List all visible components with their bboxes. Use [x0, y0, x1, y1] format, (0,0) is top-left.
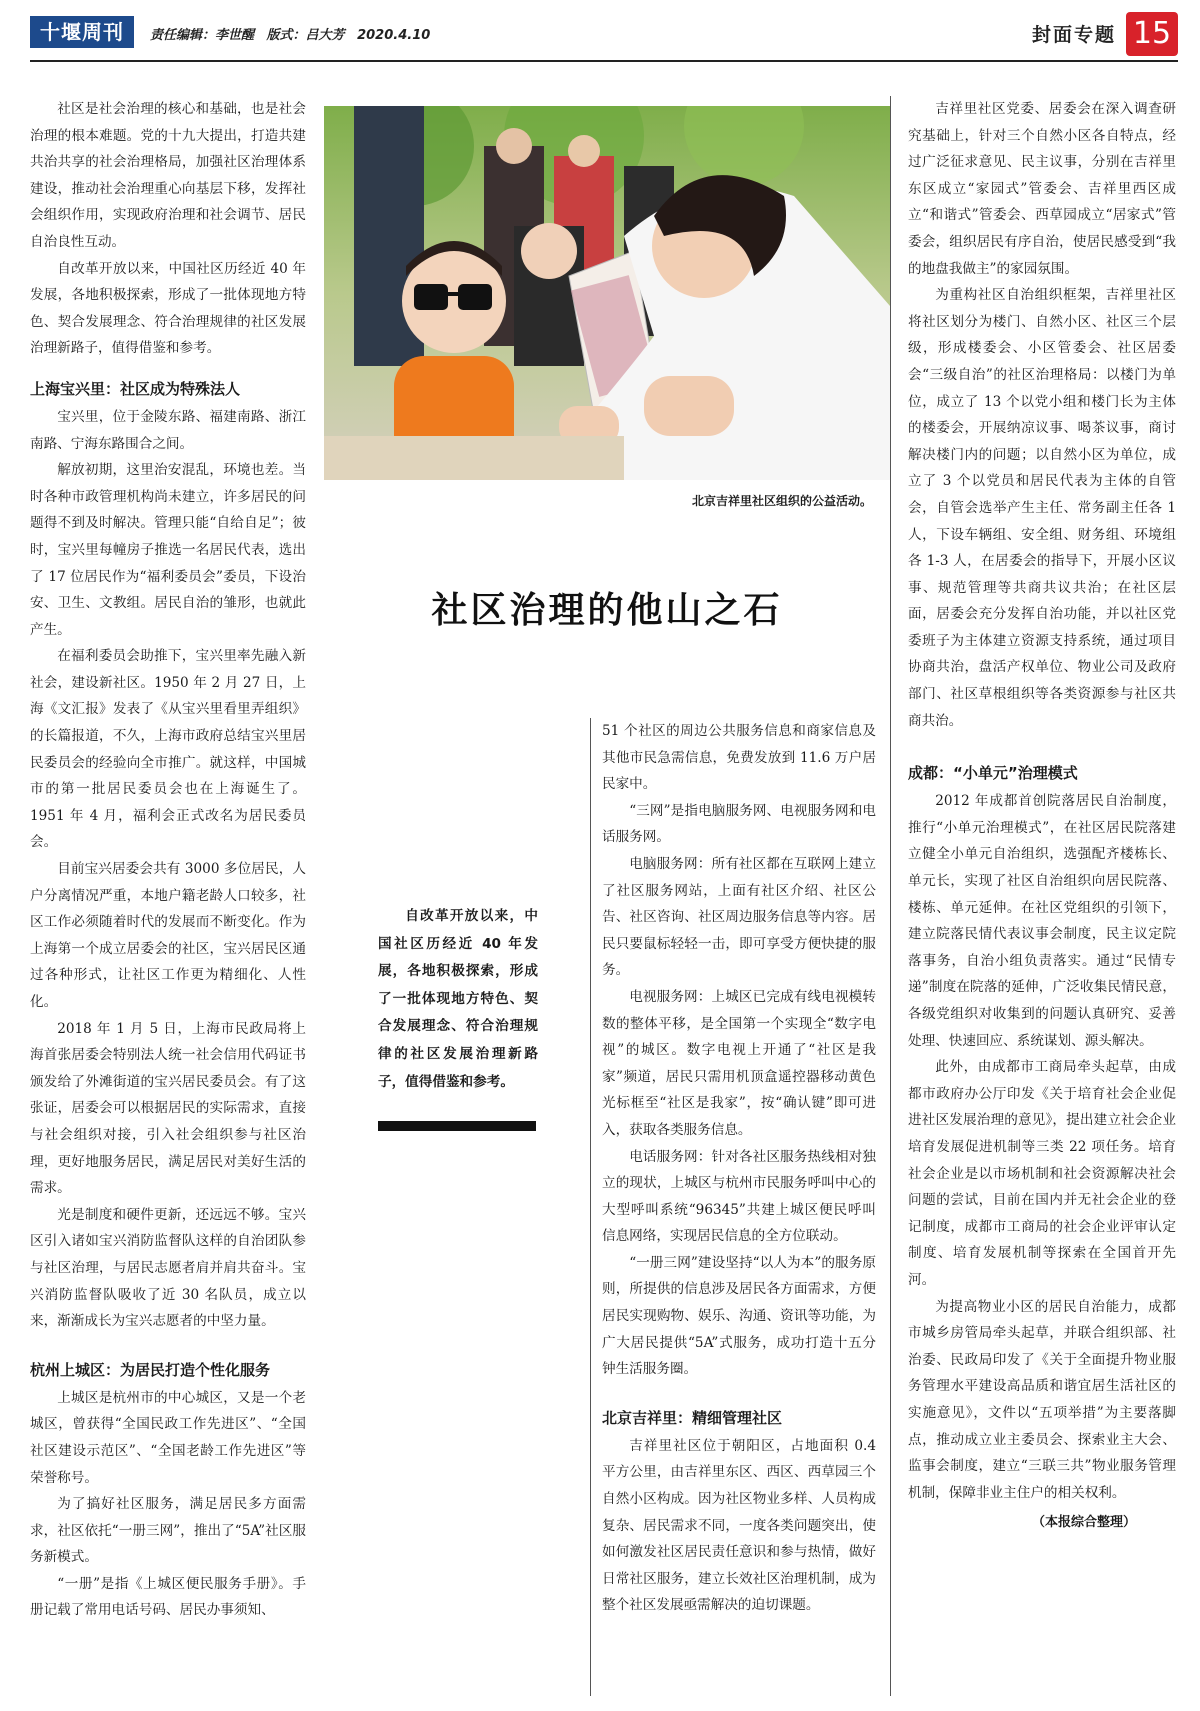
news-photo: [324, 106, 890, 480]
issue-date: 2020.4.10: [357, 28, 431, 43]
body-paragraph: 2018 年 1 月 5 日，上海市民政局将上海首张居委会特别法人统一社会信用代码证书颁发给了外滩街道的宝兴居民委员会。有了这张证，居委会可以根据居民的实际需求，直接与社会组织对接，引入社会组织参与社区治理，更好地服务居民，满足居民对美好生活的需求。: [30, 1020, 306, 1197]
body-paragraph: 此外，由成都市工商局牵头起草，由成都市政府办公厅印发《关于培育社会企业促进社区发展治理的意见》，提出建立社会企业培育发展促进机制等三类 22 项任务。培育社会企业是以市场机制和社会资源解决社会问题的尝试，目前在国内并无社会企业的登记制度，成都市工商局的社会企业评审认定制度、培育发展机制等探索在全国首开先河。: [908, 1059, 1176, 1288]
pull-quote-text: 自改革开放以来，中国社区历经近 40 年发展，各地积极探索，形成了一批体现地方特色、契合发展理念、符合治理规律的社区发展治理新路子，值得借鉴和参考。: [378, 908, 538, 1090]
body-paragraph: 电视服务网：上城区已完成有线电视模转数的整体平移，是全国第一个实现全“数字电视”的城区。数字电视上开通了“社区是我家”频道，居民只需用机顶盒遥控器移动黄色光标框至“社区是我家”，按“确认键”即可进入，获取各类服务信息。: [602, 988, 876, 1138]
body-paragraph: 电话服务网：针对各社区服务热线相对独立的现状，上城区与杭州市民服务呼叫中心的大型呼叫系统“96345”共建上城区便民呼叫信息网络，实现居民信息的全方位联动。: [602, 1148, 876, 1245]
body-paragraph: “三网”是指电脑服务网、电视服务网和电话服务网。: [602, 802, 876, 846]
editor-name: 责任编辑：李世醒: [150, 28, 255, 43]
intro-paragraph: 自改革开放以来，中国社区历经近 40 年发展，各地积极探索，形成了一批体现地方特色、契合发展理念、符合治理规律的社区发展治理新路子，值得借鉴和参考。: [30, 260, 306, 357]
body-paragraph: 光是制度和硬件更新，还远远不够。宝兴区引入诸如宝兴消防监督队这样的自治团队参与社区治理，与居民志愿者肩并肩共奋斗。宝兴消防监督队吸收了近 30 名队员，成立以来，渐渐成长为宝兴志愿者的中坚力量。: [30, 1206, 306, 1330]
body-paragraph: 吉祥里社区位于朝阳区，占地面积 0.4 平方公里，由吉祥里东区、西区、西草园三个自然小区构成。因为社区物业多样、人员构成复杂、居民需求不同，一度各类问题突出，使如何激发社区居民责任意识和参与热情，做好日常社区服务，建立长效社区治理机制，成为整个社区发展亟需解决的迫切课题。: [602, 1437, 876, 1614]
section-title: 封面专题: [1031, 24, 1116, 46]
body-paragraph: 解放初期，这里治安混乱，环境也差。当时各种市政管理机构尚未建立，许多居民的问题得不到及时解决。管理只能“自给自足”；彼时，宝兴里每幢房子推选一名居民代表，选出了 17 位居民作为“福利委员会”委员，下设治安、卫生、文教组。居民自治的雏形，也就此产生。: [30, 462, 306, 638]
section-heading-hangzhou: 杭州上城区：为居民打造个性化服务: [30, 1360, 271, 1379]
right-column: [908, 96, 1176, 1537]
column-divider: [890, 96, 891, 1696]
masthead-logo: 十堰周刊: [30, 16, 134, 48]
body-paragraph: 吉祥里社区党委、居委会在深入调查研究基础上，针对三个自然小区各自特点，经过广泛征求意见、民主议事，分别在吉祥里东区成立“家园式”管委会、吉祥里西区成立“和谐式”管委会、西草园成立“居家式”管委会，组织居民有序自治，使居民感受到“我的地盘我做主”的家园氛围。: [908, 101, 1176, 277]
body-paragraph: 为重构社区自治组织框架，吉祥里社区将社区划分为楼门、自然小区、社区三个层级，形成楼委会、小区管委会、社区居委会“三级自治”的社区治理格局：以楼门为单位，成立了 13 个以党小组和楼门长为主体的楼委会，开展纳凉议事、喝茶议事，商讨解决楼门内的问题；以自然小区为单位，成立了 3 个以党员和居民代表为主体的自管会，自管会选举产生主任、常务副主任各 1 人，下设车辆组、安全组、财务组、环境组各 1-3 人，在居委会的指导下，开展小区议事、规范管理等共商共议共治；在社区层面，居委会充分发挥自治功能，并以社区党委班子为主体建立资源支持系统，通过项目协商共治，盘活产权单位、物业公司及政府部门、社区草根组织等各类资源参与社区共商共治。: [908, 287, 1176, 729]
photo-caption: 北京吉祥里社区组织的公益活动。: [691, 494, 872, 508]
body-paragraph: 目前宝兴居委会共有 3000 多位居民，人户分离情况严重，本地户籍老龄人口较多，社区工作必须随着时代的发展而不断变化。作为上海第一个成立居委会的社区，宝兴居民区通过各种形式，让社区工作更为精细化、人性化。: [30, 861, 306, 1010]
body-paragraph: 上城区是杭州市的中心城区，又是一个老城区，曾获得“全国民政工作先进区”、“全国社区建设示范区”、“全国老龄工作先进区”等荣誉称号。: [30, 1389, 306, 1486]
photo-illustration: [324, 106, 890, 480]
body-paragraph: “一册”是指《上城区便民服务手册》。手册记载了常用电话号码、居民办事须知、: [30, 1575, 306, 1619]
editor-meta: [150, 24, 438, 43]
section-heading-beijing: 北京吉祥里：精细管理社区: [602, 1408, 783, 1427]
pull-quote: [378, 903, 538, 1096]
article-headline: 社区治理的他山之石: [431, 589, 783, 631]
page-header: [30, 12, 1178, 58]
body-paragraph: 宝兴里，位于金陵东路、福建南路、浙江南路、宁海东路围合之间。: [30, 408, 306, 452]
pull-quote-bar: [378, 1121, 536, 1131]
column-divider: [590, 718, 591, 1696]
body-paragraph: 为提高物业小区的居民自治能力，成都市城乡房管局牵头起草，并联合组织部、社治委、民政局印发了《关于全面提升物业服务管理水平建设高品质和谐宜居生活社区的实施意见》，文件以“五项举措”为主要落脚点，推动成立业主委员会、探索业主大会、监事会制度，建立“三联三共”物业服务管理机制，保障非业主住户的相关权利。: [908, 1298, 1176, 1501]
body-paragraph: “一册三网”建设坚持“以人为本”的服务原则，所提供的信息涉及居民各方面需求，方便居民实现购物、娱乐、沟通、资讯等功能，为广大居民提供“5A”式服务，成功打造十五分钟生活服务圈。: [602, 1254, 876, 1378]
layout-name: 版式：吕大芳: [266, 28, 345, 43]
body-paragraph: 51 个社区的周边公共服务信息和商家信息及其他市民急需信息，免费发放到 11.6 万户居民家中。: [602, 723, 876, 793]
body-paragraph: 在福利委员会助推下，宝兴里率先融入新社会，建设新社区。1950 年 2 月 27 日，上海《文汇报》发表了《从宝兴里看里弄组织》的长篇报道，不久，上海市政府总结宝兴里居民委员会的经验向全市推广。就这样，中国城市的第一批居民委员会也在上海诞生了。1951 年 4 月，福利会正式改名为居民委员会。: [30, 648, 306, 851]
left-column: [30, 96, 306, 1624]
section-heading-chengdu: 成都：“小单元”治理模式: [908, 764, 1078, 783]
section-heading-shanghai: 上海宝兴里：社区成为特殊法人: [30, 379, 241, 398]
body-paragraph: 电脑服务网：所有社区都在互联网上建立了社区服务网站，上面有社区介绍、社区公告、社区咨询、社区周边服务信息等内容。居民只要鼠标轻轻一击，即可享受方便快捷的服务。: [602, 855, 876, 979]
source-credit: （本报综合整理）: [1031, 1515, 1136, 1531]
intro-paragraph: 社区是社会治理的核心和基础，也是社会治理的根本难题。党的十九大提出，打造共建共治共享的社会治理格局，加强社区治理体系建设，推动社会治理重心向基层下移，发挥社会组织作用，实现政府治理和社会调节、居民自治良性互动。: [30, 101, 306, 250]
middle-column: [602, 718, 876, 1619]
header-divider: [30, 60, 1178, 62]
page-number: 15: [1126, 12, 1178, 56]
body-paragraph: 为了搞好社区服务，满足居民多方面需求，社区依托“一册三网”，推出了“5A”社区服务新模式。: [30, 1496, 306, 1566]
body-paragraph: 2012 年成都首创院落居民自治制度，推行“小单元治理模式”，在社区居民院落建立健全小单元自治组织，选强配齐楼栋长、单元长，实现了社区自治组织向居民院落、楼栋、单元延伸。在社区党组织的引领下，建立院落民情代表议事会制度，民主议定院落事务，自治小组负责落实。通过“民情专递”制度在院落的延伸，广泛收集民情民意，各级党组织对收集到的问题认真研究、妥善处理、快速回应、系统谋划、源头解决。: [908, 793, 1176, 1049]
